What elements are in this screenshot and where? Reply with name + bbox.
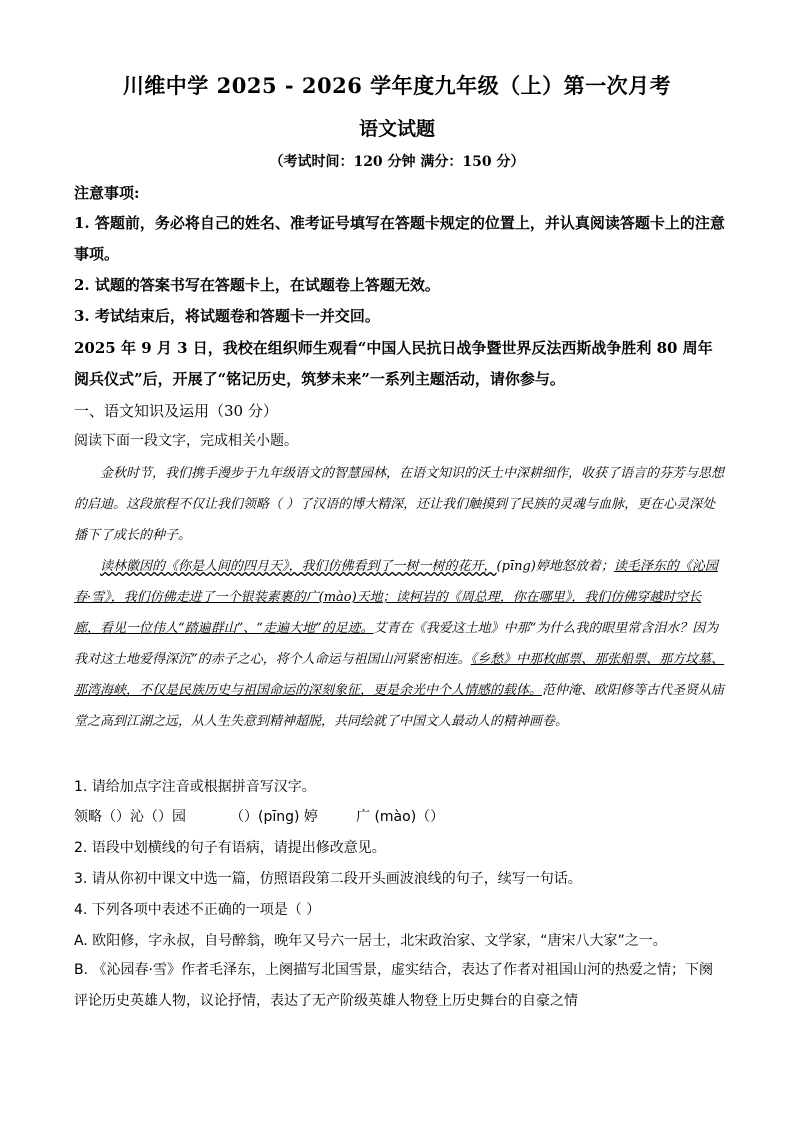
subject-title: 语文试题 xyxy=(358,118,435,140)
question-4-option-b: B. 《沁园春·雪》作者毛泽东，上阕描写北国雪景，虚实结合，表达了作者对祖国山河的热爱之情；下阕评论历史英雄人物，议论抒情，表达了无产阶级英雄人物登上历史舞台的自豪之情 xyxy=(74,962,713,1009)
passage-text: 艾青在《我爱这土地》中那“为什么我的眼里常含泪水？因为我对这土地爱得深沉”的赤子之心，将个人命运与祖国山河紧密相连。 xyxy=(74,621,719,667)
question-1-item-b: （）(pīng) 婷 xyxy=(230,809,318,825)
question-4: 4. 下列各项中表述不正确的一项是（ ） xyxy=(74,902,321,918)
notice-item-1: 1. 答题前，务必将自己的姓名、准考证号填写在答题卡规定的位置上，并认真阅读答题卡上的注意事项。 xyxy=(74,214,725,263)
wavy-sentence: 读林徽因的《你是人间的四月天》，我们仿佛看到了一树一树的花开， xyxy=(100,559,497,574)
question-3: 3. 请从你初中课文中选一篇，仿照语段第二段开头画波浪线的句子，续写一句话。 xyxy=(74,871,582,887)
question-1: 1. 请给加点字注音或根据拼音写汉字。 xyxy=(74,779,316,795)
notice-item-2: 2. 试题的答案书写在答题卡上，在试题卷上答题无效。 xyxy=(74,276,440,294)
question-2: 2. 语段中划横线的句子有语病，请提出修改意见。 xyxy=(74,840,386,856)
passage-paragraph-2 xyxy=(74,551,726,737)
exam-title: 川维中学 2025 - 2026 学年度九年级（上）第一次月考 xyxy=(122,73,672,98)
underlined-sick-sentence: 《乡愁》中那枚邮票、那张船票、那方坟墓、那湾海峡，不仅是民族历史与祖国命运的深刻象征，更是余光中个人情感的载体。 xyxy=(74,652,725,698)
underlined-text: 读毛泽东的《沁园春·雪》，我们仿佛走进了一个银装素裹的广(mào)天地； xyxy=(74,559,718,605)
passage-text: (pīng)婷地怒放着； xyxy=(496,559,614,574)
activity-intro: 2025 年 9 月 3 日，我校在组织师生观看“中国人民抗日战争暨世界反法西斯战争胜利 80 周年阅兵仪式”后，开展了“铭记历史，筑梦未来”一系列主题活动，请你参与。 xyxy=(74,339,713,388)
question-1-item-a: 领略（）沁（）园 xyxy=(74,809,186,825)
notice-item-3: 3. 考试结束后，将试题卷和答题卡一并交回。 xyxy=(74,307,380,325)
underlined-text: 读柯岩的《周总理，你在哪里》，我们仿佛穿越时空长廊，看见一位伟人“踏遍群山”、“走遍大地”的足迹。 xyxy=(74,590,702,636)
question-1-item-c: 广 (mào)（） xyxy=(356,809,445,825)
exam-time-info: （考试时间：120 分钟 满分：150 分） xyxy=(269,154,525,170)
passage-paragraph-1: 金秋时节，我们携手漫步于九年级语文的智慧园林，在语文知识的沃土中深耕细作，收获了语言的芬芳与思想的启迪。这段旅程不仅让我们领略（ ）了汉语的博大精深，还让我们触摸到了民族的灵魂与血脉，更在心灵深处播下了成长的种子。 xyxy=(74,466,725,543)
section-heading: 一、语文知识及运用（30 分） xyxy=(74,402,278,420)
question-4-option-a: A. 欧阳修，字永叔，自号醉翁，晚年又号六一居士，北宋政治家、文学家，“唐宋八大家”之一。 xyxy=(74,933,667,949)
notice-heading: 注意事项: xyxy=(74,184,140,202)
passage-text: 范仲淹、欧阳修等古代圣贤从庙堂之高到江湖之远，从人生失意到精神超脱，共同绘就了中国文人最动人的精神画卷。 xyxy=(74,683,725,729)
section-instruction: 阅读下面一段文字，完成相关小题。 xyxy=(74,433,298,449)
